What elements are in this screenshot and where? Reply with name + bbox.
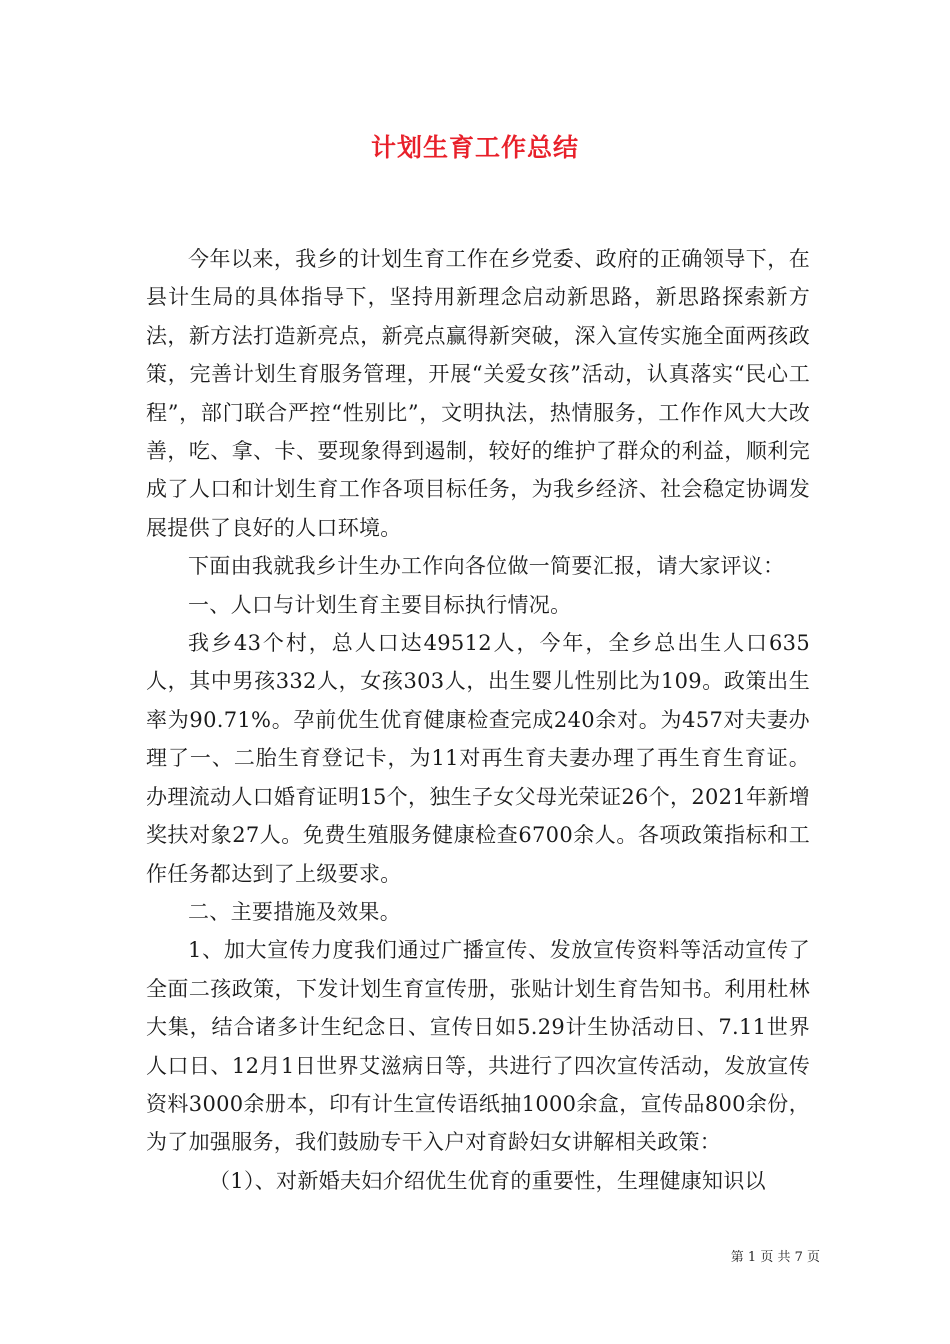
document-title: 计划生育工作总结	[370, 133, 579, 162]
section-heading-1: 一、人口与计划生育主要目标执行情况。	[188, 592, 572, 617]
document-body	[146, 240, 810, 1200]
section-heading-2: 二、主要措施及效果。	[188, 899, 401, 924]
paragraph-statistics: 我乡43个村，总人口达49512人，今年，全乡总出生人口635人，其中男孩332人，女孩303人，出生婴儿性别比为109。政策出生率为90.71%。孕前优生优育健康检查完成240余对。为457对夫妻办理了一、二胎生育登记卡，为11对再生育夫妻办理了再生育生育证。办理流动人口婚育证明15个，独生子女父母光荣证26个，2021年新增奖扶对象27人。免费生殖服务健康检查6700余人。各项政策指标和工作任务都达到了上级要求。	[146, 631, 810, 886]
paragraph-intro: 今年以来，我乡的计划生育工作在乡党委、政府的正确领导下，在县计生局的具体指导下，坚持用新理念启动新思路，新思路探索新方法，新方法打造新亮点，新亮点赢得新突破，深入宣传实施全面两孩政策，完善计划生育服务管理，开展“关爱女孩”活动，认真落实“民心工程”，部门联合严控“性别比”，文明执法，热情服务，工作作风大大改善，吃、拿、卡、要现象得到遏制，较好的维护了群众的利益，顺利完成了人口和计划生育工作各项目标任务，为我乡经济、社会稳定协调发展提供了良好的人口环境。	[146, 247, 810, 540]
paragraph-report: 下面由我就我乡计生办工作向各位做一简要汇报，请大家评议：	[188, 554, 785, 579]
paragraph-measure-1: 1、加大宣传力度我们通过广播宣传、发放宣传资料等活动宣传了全面二孩政策，下发计划生育宣传册，张贴计划生育告知书。利用杜林大集，结合诸多计生纪念日、宣传日如5.29计生协活动日、7.11世界人口日、12月1日世界艾滋病日等，共进行了四次宣传活动，发放宣传资料3000余册本，印有计生宣传语纸抽1000余盒，宣传品800余份，为了加强服务，我们鼓励专干入户对育龄妇女讲解相关政策：	[146, 938, 810, 1155]
page-number: 第 1 页 共 7 页	[730, 1250, 820, 1265]
paragraph-measure-1-item-1: （1）、对新婚夫妇介绍优生优育的重要性，生理健康知识以	[209, 1168, 766, 1193]
